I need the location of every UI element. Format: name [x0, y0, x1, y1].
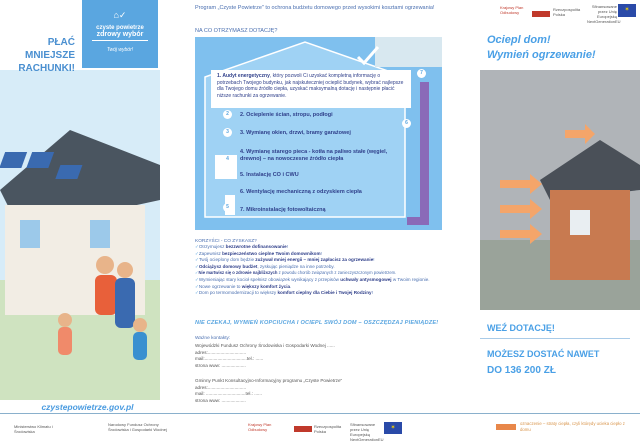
left-panel: [0, 0, 190, 442]
step-6: 6. Wentylację mechaniczną z odzyskiem ciepła: [240, 189, 362, 195]
benefit-item: ✓Dom po termomodernizacji to większy komfort cieplny dla Ciebie i Twojej Rodziny!: [195, 290, 373, 296]
left-headline: [0, 36, 75, 75]
step-7: 7. Mikroinstalację fotowoltaiczną: [240, 207, 326, 213]
benefit-item: ✓Zapewnisz bezpieczeństwo cieplne Twoim domownikom!: [195, 250, 322, 256]
heat-loss-arrow-icon: [496, 424, 516, 430]
marker-3: 3: [223, 128, 232, 137]
divider: [480, 338, 630, 339]
marker-7: 7: [417, 69, 426, 78]
step-2: 2. Ocieplenie ścian, stropu, podłogi: [240, 112, 333, 118]
eu-flag-icon: ✶: [618, 4, 636, 17]
czyste-powietrze-logo: [82, 0, 158, 68]
poland-flag-icon: [294, 426, 312, 432]
eu-funding-text: Sfinansowane przez Unię Europejską NextGenerationEU: [350, 422, 384, 442]
call-to-action: NIE CZEKAJ, WYMIEŃ KOPCIUCHA I OCIEPL SWÓJ DOM – OSZCZĘDZAJ PIENIĄDZE!: [195, 320, 439, 326]
step-4: 4. Wymianę starego pieca - kotła na paliwo stałe (węgiel, drewno) – na nowoczesne źródło ciepła: [240, 149, 388, 162]
poland-flag-icon: [532, 11, 550, 17]
house-check-icon: ⌂✓: [113, 10, 127, 20]
right-panel: [450, 0, 640, 442]
heat-loss-house-illustration: [480, 70, 640, 310]
website-link[interactable]: czystepowietrze.gov.pl: [41, 402, 134, 412]
benefit-item: ✓Twój ocieplony dom będzie zużywał mniej energii – mniej zapłacisz za ogrzewanie!: [195, 257, 375, 263]
headline-line: PŁAĆ MNIEJSZE: [24, 37, 75, 61]
benefits-list: [195, 244, 447, 297]
marker-4: 4: [223, 155, 232, 164]
contact-wfosigw: Wojewódzki Fundusz Ochrony Środowiska i Gospodarki Wodnej ...... adres:.............................. mail:.................................tel.: ...... strona www: ...................: [195, 343, 335, 368]
amount-line1: MOŻESZ DOSTAĆ NAWET: [487, 349, 600, 359]
middle-panel: [190, 0, 450, 442]
rp-logo: Rzeczpospolita Polska: [314, 424, 342, 434]
step-5: 5. Instalację CO i CWU: [240, 172, 299, 178]
benefit-item: ✓Odciążysz domowy budżet, zyskując pieniądze na inne potrzeby.: [195, 263, 335, 269]
kpo-logo: Krajowy Plan Odbudowy: [248, 422, 272, 432]
logo-tagline: Twój wybór!: [106, 47, 134, 53]
legend-text: oznaczenie – straty ciepła, czyli którędy ucieka ciepło z domu: [520, 421, 625, 432]
logo-line1: czyste powietrze: [96, 25, 144, 31]
ministry-logo: Ministerstwo Klimatu i Środowiska: [14, 424, 53, 434]
divider: [190, 413, 450, 414]
benefit-item: ✓Wymieniając stary kocioł spełnisz obowiązek wynikający z przepisów uchwały antysmogowej w Twoim regionie.: [195, 276, 430, 282]
contacts-heading: Ważne kontakty:: [195, 336, 231, 341]
rp-logo: Rzeczpospolita Polska: [553, 7, 581, 17]
divider: [0, 413, 190, 414]
subsidy-infographic: [195, 37, 442, 230]
marker-6: 6: [402, 119, 411, 128]
audit-title: 1. Audyt energetyczny: [217, 73, 270, 79]
eu-funding-text: Sfinansowane przez Unię Europejską NextGenerationEU: [587, 4, 621, 24]
intro-text: Program „Czyste Powietrze" to ochrona budżetu domowego przed wysokimi kosztami ogrzewania!: [195, 5, 435, 11]
eu-flag-icon: ✶: [384, 422, 402, 434]
background-illustration: [0, 70, 160, 400]
step-audit: [211, 70, 411, 108]
subsidy-heading: NA CO OTRZYMASZ DOTACJĘ?: [195, 28, 278, 34]
slogan-line: Ociepl dom!: [487, 34, 551, 46]
logo-line2: zdrowy wybór: [92, 31, 148, 41]
benefit-item: ✓Otrzymujesz bezzwrotne dofinansowanie!: [195, 244, 288, 249]
contact-gminny-punkt: Gminny Punkt Konsultacyjno-Informacyjny programu „Czyste Powietrze" adres:.............................. mail: ...............................tel.: ...... strona www: ...................: [195, 378, 343, 403]
benefits-heading: KORZYŚCI - CO ZYSKASZ?: [195, 239, 257, 244]
house-family-illustration: [0, 70, 160, 400]
audit-description: , który pozwoli Ci uzyskać kompletną informację o potrzebach Twojego budynku, jak najskuteczniej ocieplić budynek, wybrać najlepsze dla Twojego domu źródło ciepła, uzyskać maksymalną dotację i następnie płacić niższe rachunki za ogrzewanie.: [217, 73, 404, 99]
nfosigw-logo: Narodowy Fundusz Ochrony Środowiska i Gospodarki Wodnej: [108, 422, 167, 432]
step-3: 3. Wymianę okien, drzwi, bramy garażowej: [240, 130, 351, 136]
marker-5: 5: [223, 203, 232, 212]
divider: [450, 413, 640, 414]
kpo-logo: Krajowy Plan Odbudowy: [500, 5, 524, 15]
slogan-line: Wymień ogrzewanie!: [487, 49, 596, 61]
slogan: [487, 33, 596, 63]
marker-2: 2: [223, 110, 232, 119]
grab-subsidy-heading: WEŹ DOTACJĘ!: [487, 323, 555, 333]
benefit-item: ✓Nie martwisz się o zdrowie najbliższych z powodu chorób związanych z zanieczyszczonym powietrzem.: [195, 270, 397, 276]
amount-line2: DO 136 200 ZŁ: [487, 365, 556, 376]
benefit-item: ✓Nowe ogrzewanie to większy komfort życia.: [195, 283, 292, 289]
headline-line: RACHUNKI!: [18, 63, 75, 74]
